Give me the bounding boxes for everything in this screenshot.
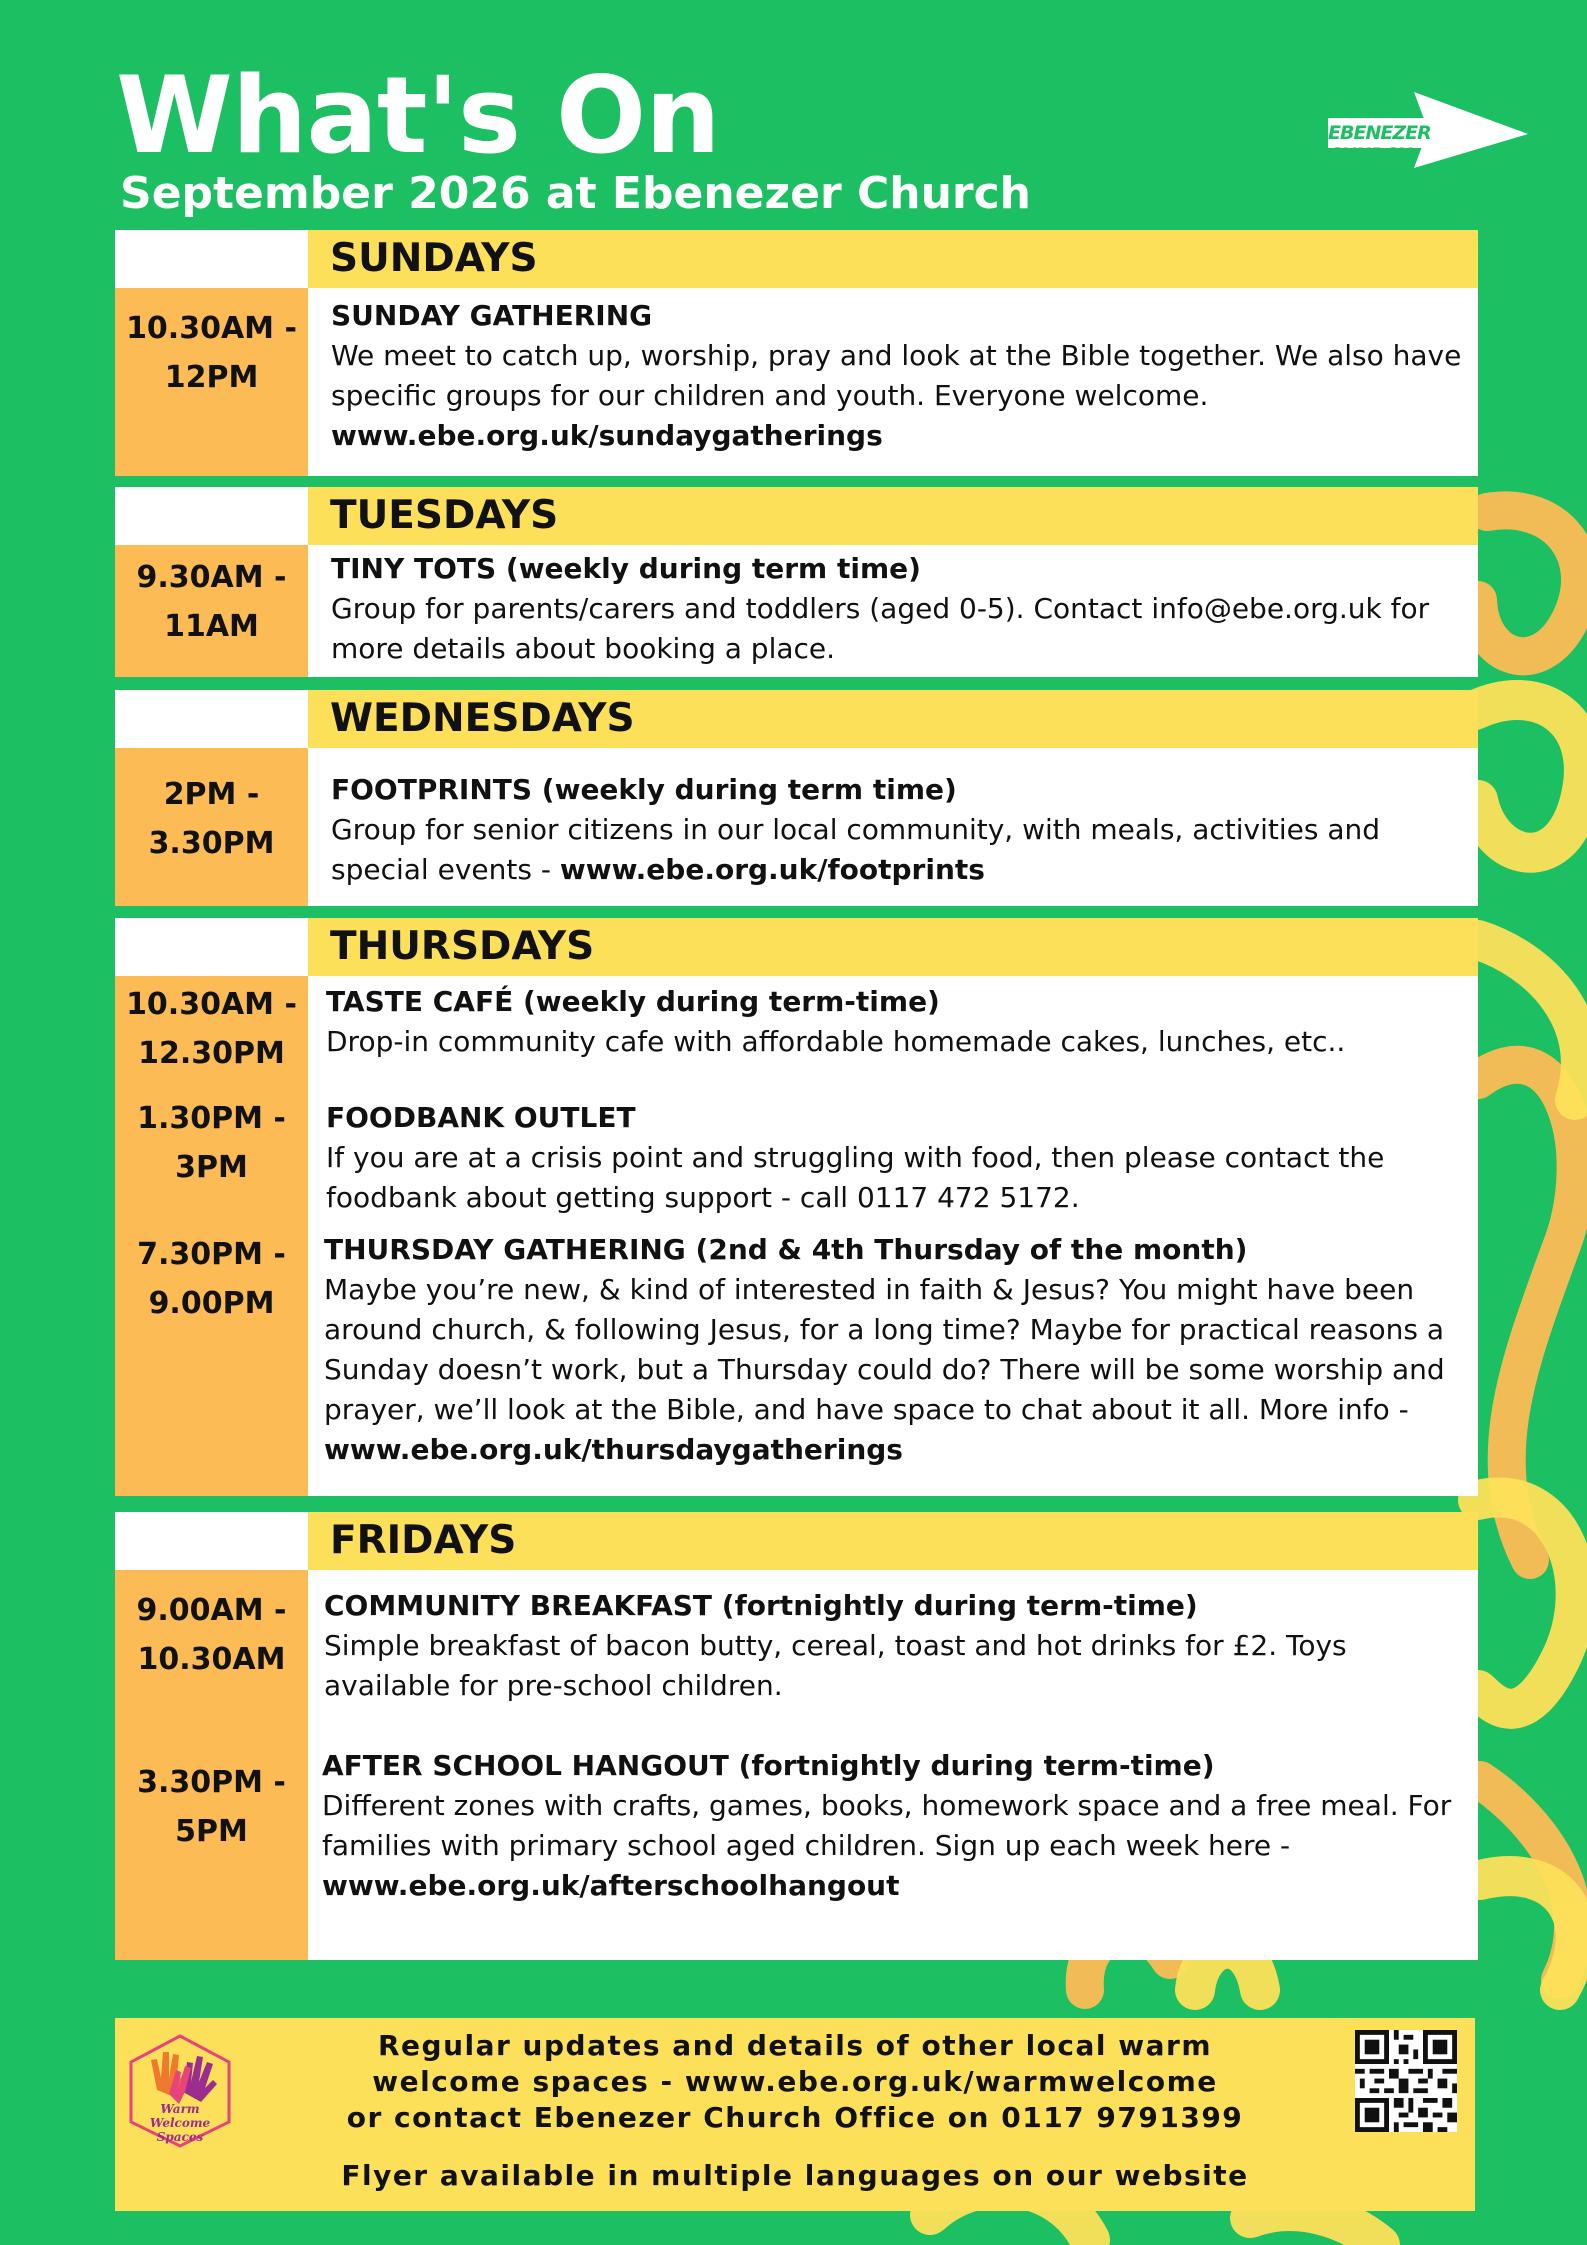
day-name: WEDNESDAYS bbox=[308, 690, 1478, 748]
page-subtitle: September 2026 at Ebenezer Church bbox=[120, 168, 1032, 219]
event-time: 2PM - 3.30PM bbox=[148, 777, 275, 861]
qr-code-icon bbox=[1355, 2030, 1457, 2132]
day-section-tuesdays bbox=[115, 487, 1478, 677]
time-column bbox=[115, 545, 308, 677]
footer-note: Flyer available in multiple languages on our website bbox=[341, 2159, 1249, 2192]
time-column bbox=[115, 1570, 308, 1960]
event-description: Group for senior citizens in our local community, with meals, activities and special events - bbox=[331, 813, 1381, 886]
event-time: 9.30AM - 11AM bbox=[136, 560, 287, 644]
time-column bbox=[115, 288, 308, 476]
event-title: COMMUNITY BREAKFAST (fortnightly during term-time) bbox=[324, 1589, 1198, 1622]
footer-banner bbox=[115, 2018, 1475, 2211]
event-link[interactable]: www.ebe.org.uk/sundaygatherings bbox=[331, 419, 883, 452]
event-time: 10.30AM - 12PM bbox=[126, 311, 297, 395]
church-logo bbox=[1328, 92, 1528, 168]
day-header bbox=[115, 918, 1478, 976]
day-name: FRIDAYS bbox=[308, 1512, 1478, 1570]
qr-code[interactable] bbox=[1355, 2030, 1457, 2132]
event-link[interactable]: www.ebe.org.uk/thursdaygatherings bbox=[324, 1433, 903, 1466]
event-link[interactable]: www.ebe.org.uk/afterschoolhangout bbox=[322, 1869, 900, 1902]
day-section-sundays bbox=[115, 230, 1478, 476]
event-description: Simple breakfast of bacon butty, cereal, toast and hot drinks for £2. Toys available for pre-school children. bbox=[324, 1629, 1347, 1702]
day-header bbox=[115, 487, 1478, 545]
event-title: THURSDAY GATHERING (2nd & 4th Thursday of the month) bbox=[324, 1233, 1248, 1266]
event-title: TINY TOTS (weekly during term time) bbox=[331, 552, 921, 585]
footer-line: welcome spaces - www.ebe.org.uk/warmwelcome bbox=[372, 2065, 1218, 2098]
day-header bbox=[115, 1512, 1478, 1570]
day-header bbox=[115, 230, 1478, 288]
event-description: Maybe you’re new, & kind of interested in faith & Jesus? You might have been around church, & following Jesus, for a long time? Maybe for practical reasons a Sunday doesn’t work, but a Thursday could do? There will be some worship and prayer, we’ll look at the Bible, and have space to chat about it all. More info - bbox=[324, 1273, 1445, 1426]
event-title: AFTER SCHOOL HANGOUT (fortnightly during term-time) bbox=[322, 1749, 1215, 1782]
event-item bbox=[331, 770, 1468, 890]
event-item bbox=[326, 982, 1468, 1062]
event-title: FOODBANK OUTLET bbox=[326, 1101, 636, 1134]
event-item bbox=[331, 296, 1468, 456]
day-section-fridays bbox=[115, 1512, 1478, 1960]
day-name: TUESDAYS bbox=[308, 487, 1478, 545]
event-description: Drop-in community cafe with affordable homemade cakes, lunches, etc.. bbox=[326, 1025, 1346, 1058]
event-item bbox=[331, 549, 1468, 669]
event-description: Different zones with crafts, games, books, homework space and a free meal. For families with primary school aged children. Sign up each week here - bbox=[322, 1789, 1452, 1862]
event-time: 3.30PM - 5PM bbox=[137, 1765, 286, 1849]
event-time: 7.30PM - 9.00PM bbox=[137, 1237, 286, 1321]
event-title: FOOTPRINTS (weekly during term time) bbox=[331, 773, 957, 806]
event-time: 1.30PM - 3PM bbox=[137, 1101, 286, 1185]
day-name: SUNDAYS bbox=[308, 230, 1478, 288]
event-item bbox=[324, 1586, 1468, 1706]
event-description: Group for parents/carers and toddlers (aged 0-5). Contact info@ebe.org.uk for more details about booking a place. bbox=[331, 592, 1430, 665]
event-title: SUNDAY GATHERING bbox=[331, 299, 653, 332]
event-column bbox=[308, 748, 1478, 906]
time-column bbox=[115, 976, 308, 1496]
event-column bbox=[308, 288, 1478, 476]
event-time: 10.30AM - 12.30PM bbox=[126, 987, 297, 1071]
event-column bbox=[308, 545, 1478, 677]
event-description: We meet to catch up, worship, pray and look at the Bible together. We also have specific groups for our children and youth. Everyone welcome. bbox=[331, 339, 1462, 412]
event-item bbox=[322, 1746, 1468, 1906]
event-column bbox=[308, 1570, 1478, 1960]
event-item bbox=[326, 1098, 1468, 1218]
day-section-thursdays bbox=[115, 918, 1478, 1496]
day-name: THURSDAYS bbox=[308, 918, 1478, 976]
event-link[interactable]: www.ebe.org.uk/footprints bbox=[559, 853, 985, 886]
event-item bbox=[324, 1230, 1468, 1470]
event-description: If you are at a crisis point and struggling with food, then please contact the foodbank about getting support - call 0117 472 5172. bbox=[326, 1141, 1385, 1214]
time-column bbox=[115, 748, 308, 906]
day-section-wednesdays bbox=[115, 690, 1478, 906]
event-column bbox=[308, 976, 1478, 1496]
page-title: What's On bbox=[116, 54, 720, 177]
day-header bbox=[115, 690, 1478, 748]
event-time: 9.00AM - 10.30AM bbox=[136, 1593, 287, 1677]
footer-line: or contact Ebenezer Church Office on 0117 9791399 bbox=[346, 2101, 1244, 2134]
event-title: TASTE CAFÉ (weekly during term-time) bbox=[326, 985, 940, 1018]
footer-line: Regular updates and details of other local warm bbox=[377, 2029, 1212, 2062]
badge-text: Warm Welcome Spaces bbox=[149, 2102, 211, 2144]
logo-text: EBENEZER CHURCH bbox=[1328, 122, 1431, 166]
